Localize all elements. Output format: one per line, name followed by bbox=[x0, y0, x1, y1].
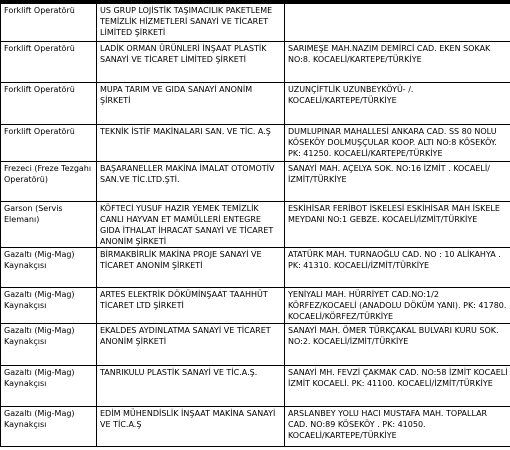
address-cell: SARIMEŞE MAH.NAZIM DEMİRCİ CAD. EKEN SOKAK NO:8. KOCAELİ/KARTEPE/TÜRKİYE bbox=[285, 42, 510, 83]
address-cell: ARSLANBEY YOLU HACI MUSTAFA MAH. TOPALLAR CAD. NO:89 KÖSEKÖY . PK: 41050. KOCAELİ/KARTEPE/TÜRKİYE bbox=[285, 407, 510, 447]
position-cell: Frezeci (Freze Tezgahı Operatörü) bbox=[1, 162, 97, 202]
company-cell: BİRMAKBİRLİK MAKİNA PROJE SANAYİ VE TİCARET ANONİM ŞİRKETİ bbox=[97, 248, 285, 288]
table-row bbox=[1, 125, 510, 162]
address-cell: SANAYİ MH. FEVZİ ÇAKMAK CAD. NO:58 İZMİT KOCAELİ İZMİT KOCAELİ. PK: 41100. KOCAELİ/İZMİT/TÜRKİYE bbox=[285, 366, 510, 407]
position-cell: Garson (Servis Elemanı) bbox=[1, 202, 97, 248]
position-cell: Forklift Operatörü bbox=[1, 4, 97, 42]
table-row bbox=[1, 407, 510, 447]
position-cell: Gazaltı (Mig-Mag) Kaynakçısı bbox=[1, 366, 97, 407]
position-cell: Forklift Operatörü bbox=[1, 42, 97, 83]
table-row bbox=[1, 42, 510, 83]
table-row bbox=[1, 324, 510, 366]
position-cell: Gazaltı (Mig-Mag) Kaynakçısı bbox=[1, 248, 97, 288]
company-cell: KÖFTECİ YUSUF HAZIR YEMEK TEMİZLİK CANLI HAYVAN ET MAMÜLLERİ ENTEGRE GIDA İTHALAT İHRACAT SANAYİ VE TİCARET ANONİM ŞİRKETİ bbox=[97, 202, 285, 248]
company-cell: BAŞARANELLER MAKİNA İMALAT OTOMOTİV SAN.VE TİC.LTD.ŞTİ. bbox=[97, 162, 285, 202]
position-cell: Gazaltı (Mig-Mag) Kaynakçısı bbox=[1, 288, 97, 324]
table-row bbox=[1, 162, 510, 202]
address-cell: UZUNÇİFTLİK UZUNBEYKÖYÜ- /. KOCAELİ/KARTEPE/TÜRKİYE bbox=[285, 83, 510, 125]
position-cell: Gazaltı (Mig-Mag) Kaynakçısı bbox=[1, 324, 97, 366]
company-cell: TANRIKULU PLASTİK SANAYİ VE TİC.A.Ş. bbox=[97, 366, 285, 407]
table-row bbox=[1, 202, 510, 248]
table-row bbox=[1, 4, 510, 42]
job-listings-table bbox=[0, 3, 510, 447]
address-cell bbox=[285, 4, 510, 42]
position-cell: Gazaltı (Mig-Mag) Kaynakçısı bbox=[1, 407, 97, 447]
company-cell: MUPA TARIM VE GIDA SANAYİ ANONİM ŞİRKETİ bbox=[97, 83, 285, 125]
address-cell: ATATÜRK MAH. TURNAOĞLU CAD. NO : 10 ALİKAHYA . PK: 41310. KOCAELİ/İZMİT/TÜRKİYE bbox=[285, 248, 510, 288]
address-cell: SANAYİ MAH. ÖMER TÜRKÇAKAL BULVARI KURU SOK. NO:2. KOCAELİ/İZMİT/TÜRKİYE bbox=[285, 324, 510, 366]
table-row bbox=[1, 288, 510, 324]
company-cell: ARTES ELEKTRİK DÖKÜMİNŞAAT TAAHHÜT TİCARET LTD ŞİRKETİ bbox=[97, 288, 285, 324]
position-cell: Forklift Operatörü bbox=[1, 125, 97, 162]
table-row bbox=[1, 83, 510, 125]
table-row bbox=[1, 366, 510, 407]
company-cell: LADİK ORMAN ÜRÜNLERİ İNŞAAT PLASTİK SANAYİ VE TİCARET LİMİTED ŞİRKETİ bbox=[97, 42, 285, 83]
address-cell: ESKİHİSAR FERİBOT İSKELESİ ESKİHİSAR MAH İSKELE MEYDANI NO:1 GEBZE. KOCAELİ/İZMİT/TÜRKİYE bbox=[285, 202, 510, 248]
company-cell: EKALDES AYDINLATMA SANAYİ VE TİCARET ANONİM ŞİRKETİ bbox=[97, 324, 285, 366]
table-row bbox=[1, 248, 510, 288]
address-cell: SANAYİ MAH. AÇELYA SOK. NO:16 İZMİT . KOCAELİ/İZMİT/TÜRKİYE bbox=[285, 162, 510, 202]
address-cell: DUMLUPINAR MAHALLESİ ANKARA CAD. SS 80 NOLU KÖSEKÖY DOLMUŞÇULAR KOOP. ALTI NO:8 KÖSEKÖY. PK: 41250. KOCAELİ/KARTEPE/TÜRKİYE bbox=[285, 125, 510, 162]
address-cell: YENİYALI MAH. HÜRRİYET CAD.NO:1/2 KÖRFEZ/KOCAELİ (ANADOLU DÖKÜM YANI). PK: 41780. KOCAELİ/KÖRFEZ/TÜRKİYE bbox=[285, 288, 510, 324]
position-cell: Forklift Operatörü bbox=[1, 83, 97, 125]
company-cell: TEKNİK İSTİF MAKİNALARI SAN. VE TİC. A.Ş bbox=[97, 125, 285, 162]
company-cell: EDİM MÜHENDİSLİK İNŞAAT MAKİNA SANAYİ VE TİC.A.Ş bbox=[97, 407, 285, 447]
company-cell: US GRUP LOJİSTİK TAŞIMACILIK PAKETLEME TEMİZLİK HİZMETLERİ SANAYİ VE TİCARET LİMİTED ŞİRKETİ bbox=[97, 4, 285, 42]
